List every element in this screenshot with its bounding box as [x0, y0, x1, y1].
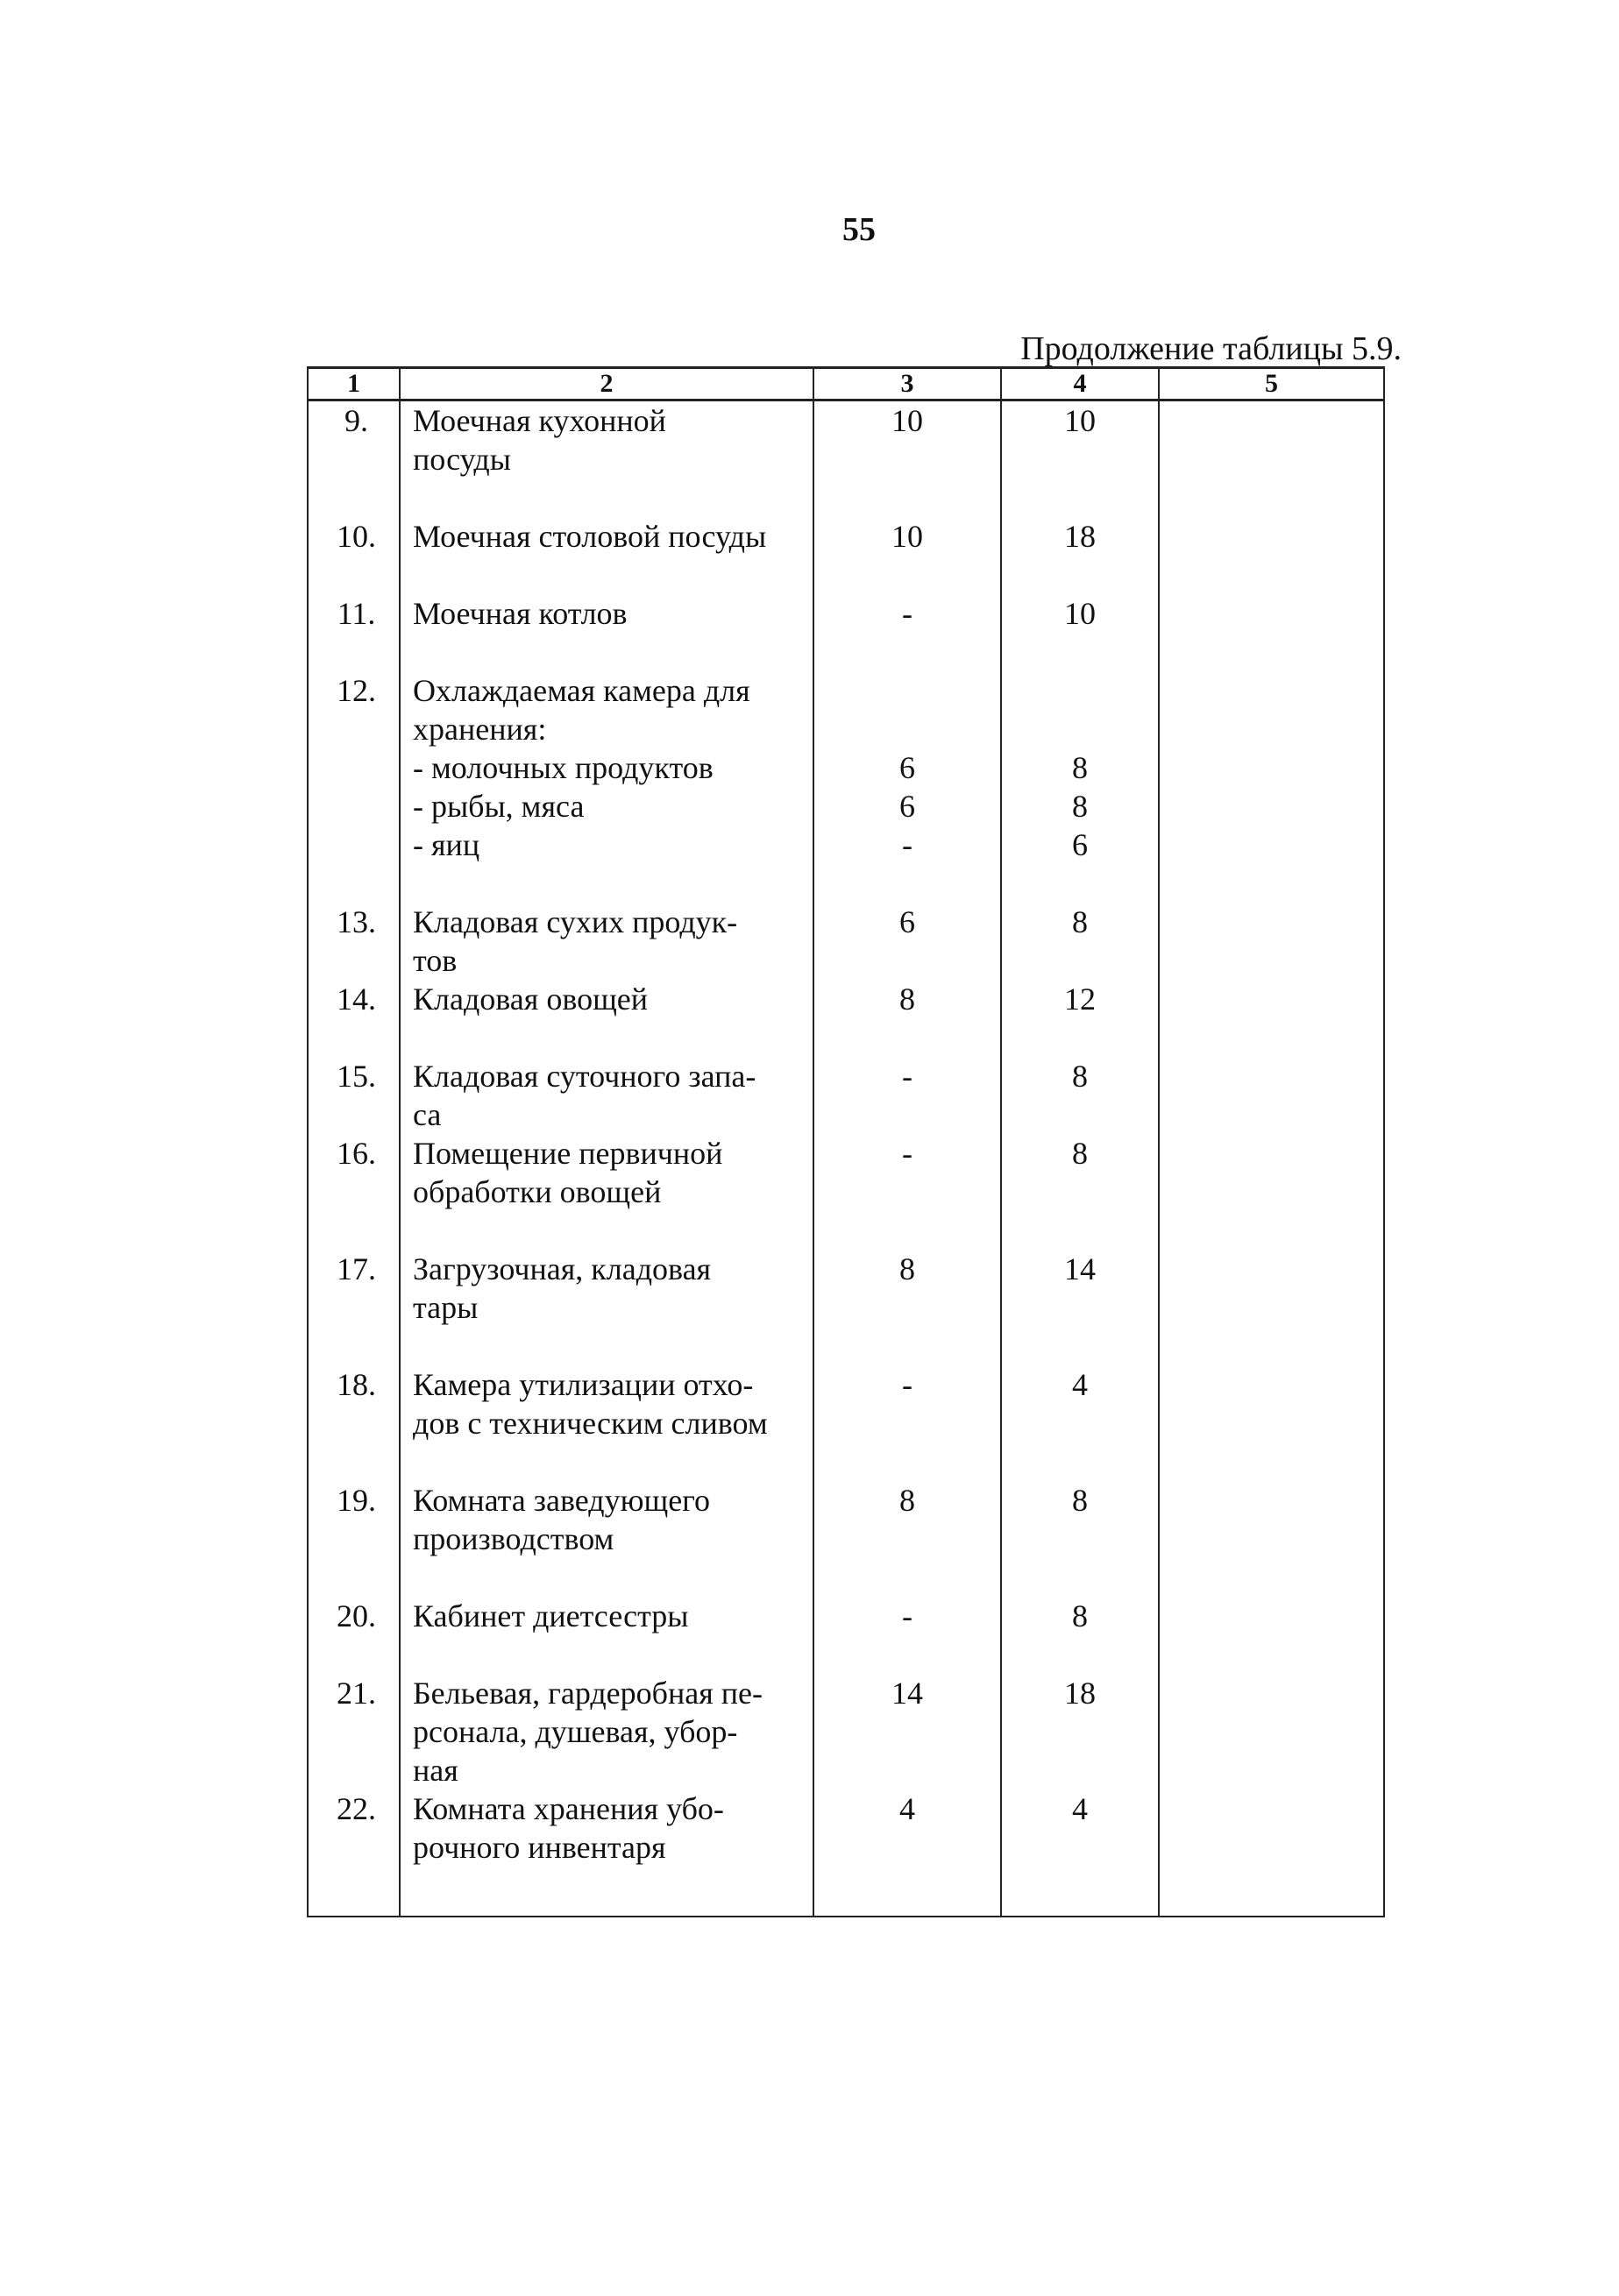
- room-name: [400, 1134, 813, 1211]
- value-line: -: [902, 1598, 912, 1633]
- value-col-4: [1001, 1250, 1159, 1327]
- room-name-line: са: [413, 1097, 442, 1132]
- value-col-4: [1001, 400, 1159, 479]
- value-col-4: [1001, 1057, 1159, 1134]
- table-row: [308, 594, 1384, 633]
- row-spacer: [308, 864, 1384, 903]
- spacer-cell: [308, 633, 400, 671]
- value-line: -: [902, 596, 912, 631]
- row-spacer: [308, 556, 1384, 594]
- value-col-3: [813, 903, 1001, 980]
- spacer-cell: [308, 1442, 400, 1481]
- room-name: [400, 903, 813, 980]
- spacer-cell: [400, 1018, 813, 1057]
- row-number: 11.: [308, 594, 400, 633]
- spacer-cell: [1001, 1018, 1159, 1057]
- value-col-3: [813, 1134, 1001, 1211]
- value-col-4: [1001, 671, 1159, 864]
- room-name-line: производством: [413, 1521, 614, 1556]
- spacer-cell: [400, 864, 813, 903]
- value-col-4: [1001, 1365, 1159, 1442]
- room-name-line: хранения:: [413, 712, 547, 747]
- room-name-line: Загрузочная, кладовая: [413, 1251, 712, 1286]
- table-caption: Продолжение таблицы 5.9.: [1020, 330, 1402, 367]
- spacer-cell: [1159, 478, 1384, 517]
- spacer-cell: [400, 1635, 813, 1674]
- room-name-line: дов с техническим сливом: [413, 1406, 768, 1441]
- value-line: 8: [1072, 1483, 1088, 1518]
- row-number: 21.: [308, 1674, 400, 1789]
- spacer-cell: [1001, 864, 1159, 903]
- room-name-line: Кабинет диетсестры: [413, 1598, 689, 1633]
- spacer-cell: [308, 864, 400, 903]
- table-row: [308, 1134, 1384, 1211]
- value-col-5: [1159, 980, 1384, 1018]
- value-col-3: [813, 1674, 1001, 1789]
- column-header-2: 2: [400, 368, 813, 400]
- room-name: [400, 1057, 813, 1134]
- value-col-5: [1159, 517, 1384, 556]
- room-name-line: - яиц: [413, 827, 480, 862]
- spacer-cell: [1001, 1442, 1159, 1481]
- room-name: [400, 671, 813, 864]
- room-name-line: посуды: [413, 442, 511, 477]
- spacer-cell: [1001, 556, 1159, 594]
- spacer-cell: [400, 1442, 813, 1481]
- room-name-line: Комната заведующего: [413, 1483, 711, 1518]
- spacer-cell: [400, 1867, 813, 1917]
- column-header-1: 1: [308, 368, 400, 400]
- table-row: [308, 1365, 1384, 1442]
- row-number: 14.: [308, 980, 400, 1018]
- spacer-cell: [1159, 1018, 1384, 1057]
- value-col-3: [813, 1057, 1001, 1134]
- value-line: [1002, 671, 1158, 710]
- spacer-cell: [400, 1211, 813, 1250]
- spacer-cell: [400, 1558, 813, 1597]
- room-name: [400, 1250, 813, 1327]
- row-number: 9.: [308, 400, 400, 479]
- room-name: [400, 980, 813, 1018]
- room-name: [400, 1674, 813, 1789]
- spacer-cell: [1159, 633, 1384, 671]
- row-spacer: [308, 1867, 1384, 1917]
- room-name-line: - рыбы, мяса: [413, 789, 585, 824]
- value-line: [1002, 710, 1158, 748]
- value-line: 8: [1072, 1598, 1088, 1633]
- spacer-cell: [1159, 1558, 1384, 1597]
- room-name-line: Моечная столовой посуды: [413, 519, 767, 554]
- value-col-4: [1001, 1674, 1159, 1789]
- spacer-cell: [400, 633, 813, 671]
- spacer-cell: [813, 1442, 1001, 1481]
- room-name-line: обработки овощей: [413, 1174, 662, 1209]
- value-line: 10: [1064, 596, 1096, 631]
- value-line: -: [902, 1059, 912, 1094]
- row-spacer: [308, 478, 1384, 517]
- row-spacer: [308, 633, 1384, 671]
- spacer-cell: [1001, 1635, 1159, 1674]
- room-name-line: Кладовая овощей: [413, 981, 649, 1017]
- table-row: [308, 671, 1384, 864]
- spacer-cell: [1159, 864, 1384, 903]
- row-spacer: [308, 1327, 1384, 1365]
- spacer-cell: [308, 1327, 400, 1365]
- room-name-line: Моечная котлов: [413, 596, 628, 631]
- value-line: 8: [1072, 789, 1088, 824]
- spacer-cell: [400, 556, 813, 594]
- row-number: 16.: [308, 1134, 400, 1211]
- value-col-3: [813, 517, 1001, 556]
- value-col-5: [1159, 1481, 1384, 1558]
- room-name-line: рсонала, душевая, убор-: [413, 1714, 738, 1749]
- row-spacer: [308, 1635, 1384, 1674]
- value-col-5: [1159, 1250, 1384, 1327]
- value-line: 4: [1072, 1367, 1088, 1402]
- table-row: [308, 1674, 1384, 1789]
- spacer-cell: [308, 478, 400, 517]
- spacer-cell: [813, 1211, 1001, 1250]
- column-header-3: 3: [813, 368, 1001, 400]
- spacer-cell: [1159, 1327, 1384, 1365]
- spacer-cell: [308, 1558, 400, 1597]
- room-name-line: рочного инвентаря: [413, 1830, 666, 1865]
- row-number: 15.: [308, 1057, 400, 1134]
- spacer-cell: [1001, 1327, 1159, 1365]
- value-col-3: [813, 671, 1001, 864]
- table-row: [308, 903, 1384, 980]
- value-line: 14: [1064, 1251, 1096, 1286]
- value-col-5: [1159, 1134, 1384, 1211]
- spacer-cell: [813, 1635, 1001, 1674]
- value-col-4: [1001, 1481, 1159, 1558]
- spacer-cell: [1159, 1867, 1384, 1917]
- row-number: 18.: [308, 1365, 400, 1442]
- row-spacer: [308, 1442, 1384, 1481]
- room-name-line: Комната хранения убо-: [413, 1791, 724, 1826]
- table-row: [308, 1481, 1384, 1558]
- room-name-line: Камера утилизации отхо-: [413, 1367, 754, 1402]
- spacer-cell: [813, 1327, 1001, 1365]
- value-col-3: [813, 1597, 1001, 1635]
- table-row: [308, 1789, 1384, 1867]
- spacer-cell: [813, 556, 1001, 594]
- value-col-3: [813, 980, 1001, 1018]
- value-line: 8: [1072, 750, 1088, 785]
- spacer-cell: [813, 1018, 1001, 1057]
- spacer-cell: [1159, 1442, 1384, 1481]
- column-header-4: 4: [1001, 368, 1159, 400]
- room-name-line: ная: [413, 1753, 458, 1788]
- room-name: [400, 1365, 813, 1442]
- value-col-5: [1159, 1597, 1384, 1635]
- value-col-5: [1159, 1365, 1384, 1442]
- value-line: 10: [1064, 403, 1096, 438]
- row-number: 12.: [308, 671, 400, 864]
- value-line: 14: [891, 1676, 923, 1711]
- value-col-4: [1001, 517, 1159, 556]
- room-name-line: Кладовая сухих продук-: [413, 904, 738, 939]
- room-name-line: Охлаждаемая камера для: [413, 673, 750, 708]
- value-line: -: [902, 1136, 912, 1171]
- value-col-5: [1159, 1674, 1384, 1789]
- room-name: [400, 1789, 813, 1867]
- page-number: 55: [842, 211, 876, 248]
- table-body: [308, 400, 1384, 1917]
- value-line: 8: [1072, 1059, 1088, 1094]
- room-name-line: Моечная кухонной: [413, 403, 666, 438]
- table-row: [308, 1057, 1384, 1134]
- row-number: 22.: [308, 1789, 400, 1867]
- value-col-3: [813, 1789, 1001, 1867]
- spacer-cell: [1159, 556, 1384, 594]
- value-col-3: [813, 594, 1001, 633]
- spacer-cell: [308, 1867, 400, 1917]
- spacer-cell: [400, 1327, 813, 1365]
- value-col-4: [1001, 1597, 1159, 1635]
- value-line: 8: [899, 1251, 915, 1286]
- room-name-line: тары: [413, 1290, 479, 1325]
- value-col-4: [1001, 903, 1159, 980]
- spacer-cell: [308, 556, 400, 594]
- value-line: -: [902, 827, 912, 862]
- table-row: [308, 517, 1384, 556]
- room-name-line: тов: [413, 943, 458, 978]
- value-col-4: [1001, 1789, 1159, 1867]
- value-col-3: [813, 1481, 1001, 1558]
- table-row: [308, 1597, 1384, 1635]
- spacer-cell: [308, 1635, 400, 1674]
- table-row: [308, 980, 1384, 1018]
- value-col-4: [1001, 1134, 1159, 1211]
- value-line: 6: [899, 789, 915, 824]
- column-header-5: 5: [1159, 368, 1384, 400]
- spacer-cell: [813, 633, 1001, 671]
- room-name-line: - молочных продуктов: [413, 750, 714, 785]
- value-line: 4: [899, 1791, 915, 1826]
- row-number: 20.: [308, 1597, 400, 1635]
- spacer-cell: [813, 1558, 1001, 1597]
- room-name: [400, 517, 813, 556]
- value-line: 12: [1064, 981, 1096, 1017]
- value-line: 6: [899, 750, 915, 785]
- value-col-3: [813, 400, 1001, 479]
- spacer-cell: [1159, 1635, 1384, 1674]
- value-col-5: [1159, 671, 1384, 864]
- value-col-3: [813, 1250, 1001, 1327]
- spacer-cell: [1001, 1867, 1159, 1917]
- value-line: 8: [899, 981, 915, 1017]
- room-name: [400, 1481, 813, 1558]
- row-spacer: [308, 1018, 1384, 1057]
- spacer-cell: [1001, 478, 1159, 517]
- room-name: [400, 400, 813, 479]
- value-line: 6: [1072, 827, 1088, 862]
- value-col-5: [1159, 594, 1384, 633]
- room-name-line: Помещение первичной: [413, 1136, 723, 1171]
- value-col-3: [813, 1365, 1001, 1442]
- spacer-cell: [813, 864, 1001, 903]
- room-name-line: Бельевая, гардеробная пе-: [413, 1676, 763, 1711]
- spacer-cell: [813, 1867, 1001, 1917]
- row-spacer: [308, 1211, 1384, 1250]
- spacer-cell: [1159, 1211, 1384, 1250]
- value-line: 18: [1064, 1676, 1096, 1711]
- row-number: 19.: [308, 1481, 400, 1558]
- value-line: 8: [899, 1483, 915, 1518]
- header-row: [308, 368, 1384, 400]
- value-line: 6: [899, 904, 915, 939]
- value-line: 10: [891, 403, 923, 438]
- room-name: [400, 594, 813, 633]
- row-number: 17.: [308, 1250, 400, 1327]
- value-col-5: [1159, 903, 1384, 980]
- value-line: [814, 710, 1000, 748]
- row-spacer: [308, 1558, 1384, 1597]
- spacer-cell: [308, 1018, 400, 1057]
- spacer-cell: [1001, 1558, 1159, 1597]
- data-table: [307, 366, 1385, 1917]
- value-line: 10: [891, 519, 923, 554]
- room-name-line: Кладовая суточного запа-: [413, 1059, 756, 1094]
- value-col-5: [1159, 1057, 1384, 1134]
- value-line: -: [902, 1367, 912, 1402]
- value-line: [814, 671, 1000, 710]
- table-row: [308, 1250, 1384, 1327]
- value-line: 8: [1072, 1136, 1088, 1171]
- spacer-cell: [1001, 633, 1159, 671]
- value-col-4: [1001, 980, 1159, 1018]
- value-line: 4: [1072, 1791, 1088, 1826]
- table-row: [308, 400, 1384, 479]
- spacer-cell: [813, 478, 1001, 517]
- row-number: 13.: [308, 903, 400, 980]
- spacer-cell: [1001, 1211, 1159, 1250]
- value-line: 8: [1072, 904, 1088, 939]
- spacer-cell: [308, 1211, 400, 1250]
- spacer-cell: [400, 478, 813, 517]
- value-col-5: [1159, 1789, 1384, 1867]
- value-col-5: [1159, 400, 1384, 479]
- value-line: 18: [1064, 519, 1096, 554]
- value-col-4: [1001, 594, 1159, 633]
- room-name: [400, 1597, 813, 1635]
- row-number: 10.: [308, 517, 400, 556]
